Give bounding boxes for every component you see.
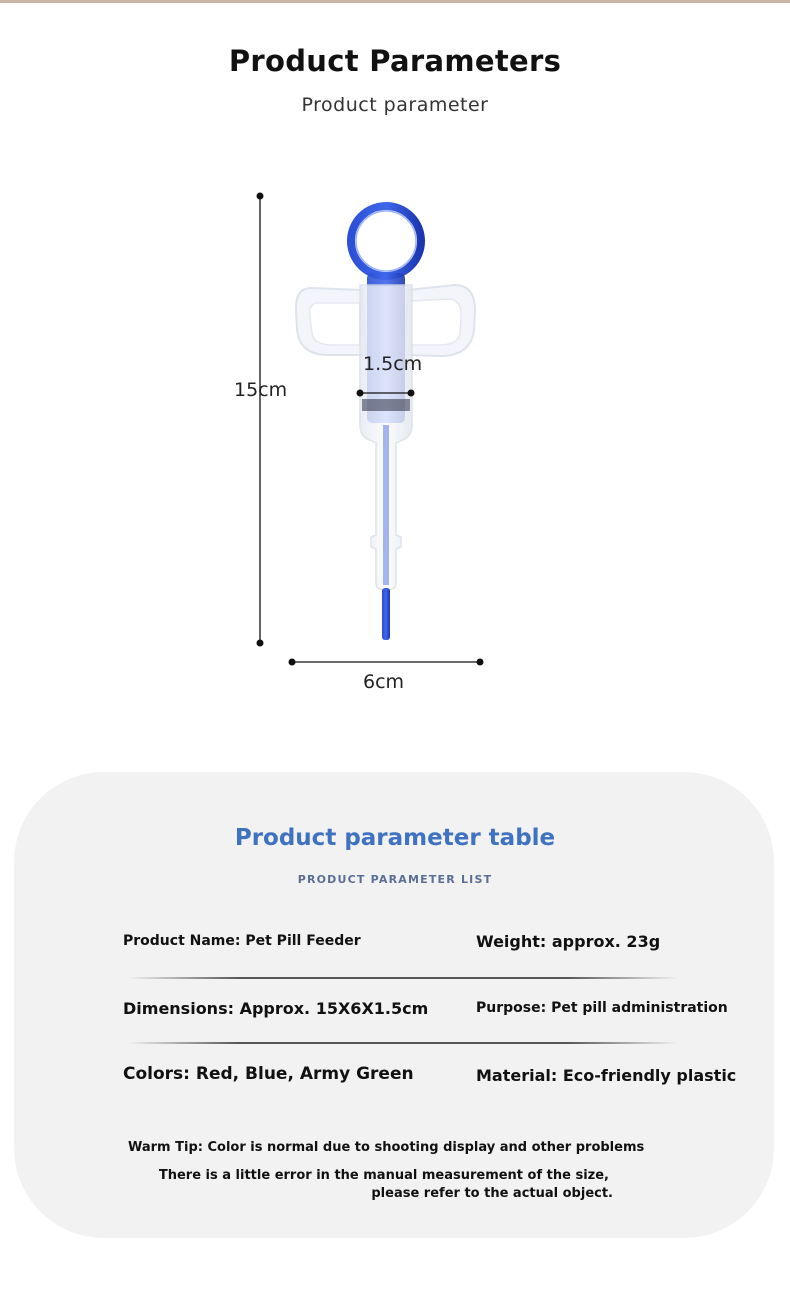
warm-tip-line-1: Warm Tip: Color is normal due to shooting display and other problems	[128, 1140, 645, 1155]
param-dimensions: Dimensions: Approx. 15X6X1.5cm	[123, 999, 429, 1018]
param-colors: Colors: Red, Blue, Army Green	[123, 1064, 414, 1084]
row-divider	[128, 977, 678, 979]
row-divider	[128, 1042, 678, 1044]
pill-feeder-illustration	[220, 185, 520, 715]
param-product-name: Product Name: Pet Pill Feeder	[123, 933, 361, 949]
width-dimension-line	[289, 659, 484, 666]
plunger-ring	[351, 206, 421, 276]
table-subtitle: PRODUCT PARAMETER LIST	[297, 873, 493, 886]
barrel	[360, 285, 412, 590]
width-label: 6cm	[363, 671, 405, 693]
table-title: Product parameter table	[234, 825, 556, 851]
param-purpose: Purpose: Pet pill administration	[476, 1000, 728, 1016]
page-title: Product Parameters	[228, 44, 562, 78]
height-dimension-line	[257, 193, 264, 647]
top-accent-strip	[0, 0, 790, 3]
warm-tip-line-2: There is a little error in the manual measurement of the size,	[158, 1168, 609, 1183]
height-label: 15cm	[234, 379, 288, 401]
param-material: Material: Eco-friendly plastic	[476, 1066, 737, 1085]
param-weight: Weight: approx. 23g	[476, 932, 661, 951]
diameter-label: 1.5cm	[363, 353, 423, 375]
warm-tip-line-3: please refer to the actual object.	[371, 1186, 613, 1201]
feeder-tip	[382, 588, 390, 640]
page-subtitle: Product parameter	[301, 94, 489, 116]
